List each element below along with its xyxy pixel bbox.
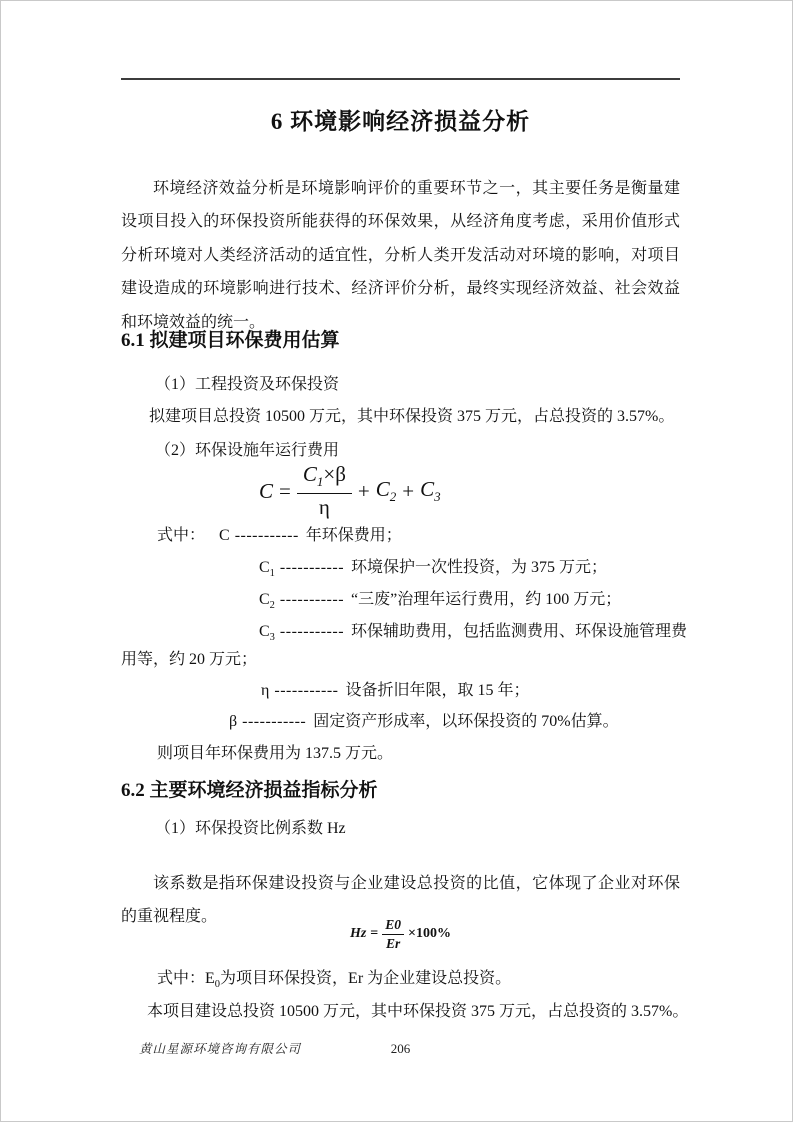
numerator-times-beta: ×β xyxy=(323,462,346,487)
definition-subscript: 1 xyxy=(269,568,275,580)
definition-row xyxy=(157,523,402,555)
numerator-subscript: 1 xyxy=(316,474,324,490)
page-number: 206 xyxy=(390,1041,411,1056)
item-1-text: 拟建项目总投资 10500 万元，其中环保投资 375 万元，占总投资的 3.57%。 xyxy=(149,408,675,425)
definition-row xyxy=(259,555,607,587)
numerator-base: C xyxy=(302,462,317,487)
definition-symbol: C xyxy=(259,591,270,608)
definition-row xyxy=(259,587,621,619)
definition-symbol: C xyxy=(219,527,230,544)
hz-percent-suffix: ×100% xyxy=(408,926,452,941)
chapter-title: 6 环境影响经济损益分析 xyxy=(270,109,531,134)
definition-text: 年环保费用； xyxy=(305,527,402,544)
fraction xyxy=(297,462,352,519)
definition-symbol: β xyxy=(229,713,238,730)
section-6-2-heading: 6.2 主要环境经济损益指标分析 xyxy=(121,780,378,801)
term-2-base: C xyxy=(375,476,390,501)
definition-symbol: η xyxy=(261,682,270,699)
dash-leader: ----------- xyxy=(274,682,339,699)
definition-text: 固定资产形成率，以环保投资的 70%估算。 xyxy=(313,713,619,730)
definition-text: 设备折旧年限，取 15 年； xyxy=(345,682,530,699)
annual-cost-formula xyxy=(259,462,441,519)
dash-leader: ----------- xyxy=(279,623,345,640)
plus-sign-2: + xyxy=(402,478,415,503)
definition-text: 环境保护一次性投资，为 375 万元； xyxy=(351,559,608,576)
definition-symbol: C xyxy=(259,623,270,640)
dash-leader: ----------- xyxy=(234,527,299,544)
where-label: 式中： xyxy=(157,527,206,544)
hz-numerator: E0 xyxy=(382,917,404,935)
definition-row xyxy=(229,709,619,735)
definition-subscript: 3 xyxy=(269,632,275,644)
note-text: 为项目环保投资，Er 为企业建设总投资。 xyxy=(220,970,512,987)
section-6-1-heading: 6.1 拟建项目环保费用估算 xyxy=(121,330,340,351)
hz-where-note xyxy=(157,965,511,999)
definition-continuation xyxy=(121,647,257,673)
definition-text: 用等，约 20 万元； xyxy=(121,651,258,668)
intro-paragraph: 环境经济效益分析是环境影响评价的重要环节之一，其主要任务是衡量建设项目投入的环保投资所能获得的环保效果，从经济角度考虑，采用价值形式分析环境对人类经济活动的适宜性，分析人类开发活动对环境的影响，对项目建设造成的环境影响进行技术、经济评价分析，最终实现经济效益、社会效益和环境效益的统一。 xyxy=(121,180,680,331)
plus-sign: + xyxy=(357,478,370,503)
definition-row xyxy=(261,678,530,704)
definition-row xyxy=(259,619,687,651)
footer-company-name: 黄山星源环境咨询有限公司 xyxy=(139,1042,302,1056)
term-3-subscript: 3 xyxy=(434,489,441,505)
definition-subscript: 2 xyxy=(269,600,275,612)
investment-summary-line: 本项目建设总投资 10500 万元，其中环保投资 375 万元，占总投资的 3.57%。 xyxy=(147,1003,689,1020)
term-3 xyxy=(420,477,441,505)
where-label: 式中： xyxy=(157,970,206,987)
item-2-label: （2）环保设施年运行费用 xyxy=(155,442,340,459)
definition-symbol: C xyxy=(259,559,270,576)
definition-text: “三废”治理年运行费用，约 100 万元； xyxy=(351,591,622,608)
term-2-subscript: 2 xyxy=(389,489,397,505)
hz-equals-sign: = xyxy=(370,926,379,941)
header-rule xyxy=(121,78,680,80)
definition-text: 环保辅助费用，包括监测费用、环保设施管理费 xyxy=(351,623,688,640)
cost-conclusion: 则项目年环保费用为 137.5 万元。 xyxy=(157,745,394,762)
hz-description-paragraph: 该系数是指环保建设投资与企业建设总投资的比值，它体现了企业对环保的重视程度。 xyxy=(121,875,680,926)
e0-subscript: 0 xyxy=(214,979,221,991)
term-3-base: C xyxy=(420,476,435,501)
formula-lhs: C xyxy=(259,478,274,503)
hz-formula xyxy=(121,916,680,952)
item-1-label: （1）工程投资及环保投资 xyxy=(155,376,340,393)
e0-symbol: E xyxy=(205,970,215,987)
dash-leader: ----------- xyxy=(242,713,307,730)
fraction-numerator xyxy=(297,462,352,493)
hz-item-label: （1）环保投资比例系数 Hz xyxy=(155,820,346,837)
term-2 xyxy=(376,477,397,505)
hz-fraction xyxy=(382,917,404,952)
hz-denominator: Er xyxy=(386,935,401,951)
dash-leader: ----------- xyxy=(279,591,345,608)
equals-sign: = xyxy=(279,478,291,503)
hz-lhs: Hz xyxy=(349,926,367,941)
dash-leader: ----------- xyxy=(279,559,345,576)
fraction-denominator: η xyxy=(318,494,330,519)
